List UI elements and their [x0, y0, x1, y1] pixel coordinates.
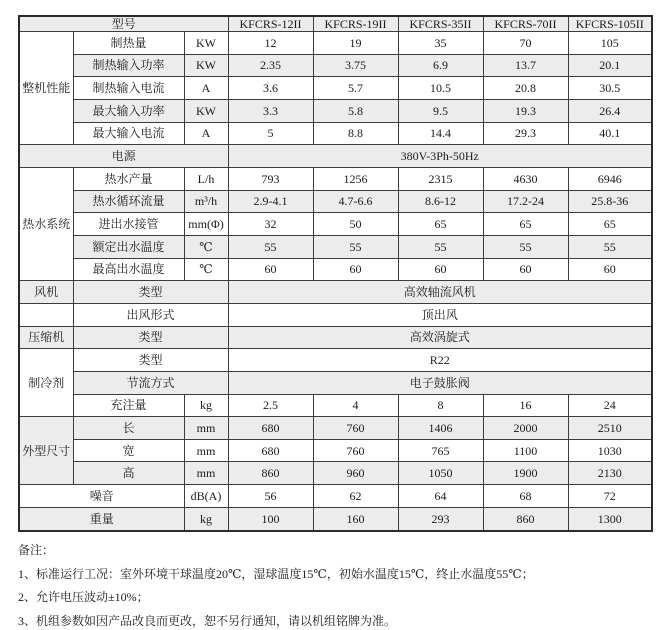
- value-cell: 8.6-12: [398, 190, 483, 213]
- spec-label-cell: 类型: [73, 281, 228, 304]
- value-cell: 860: [228, 462, 313, 485]
- value-cell: 160: [313, 507, 398, 531]
- spec-label-cell: 最大输入功率: [73, 99, 184, 122]
- value-cell: 1406: [398, 417, 483, 440]
- spec-label-cell: 充注量: [73, 394, 184, 417]
- spec-label-cell: 最大输入电流: [73, 122, 184, 145]
- value-cell: 2510: [568, 417, 652, 440]
- table-row: [19, 235, 652, 258]
- table-row: [19, 485, 652, 508]
- value-cell: 17.2-24: [483, 190, 568, 213]
- value-cell: 3.6: [228, 77, 313, 100]
- unit-cell: mm: [184, 462, 228, 485]
- group-cell: 风机: [19, 281, 73, 304]
- table-row: [19, 349, 652, 372]
- unit-cell: A: [184, 77, 228, 100]
- value-cell: 32: [228, 213, 313, 236]
- table-row: [19, 417, 652, 440]
- spec-label-cell: 热水循环流量: [73, 190, 184, 213]
- value-cell: 9.5: [398, 99, 483, 122]
- table-row: [19, 213, 652, 236]
- table-row: [19, 507, 652, 531]
- unit-cell: mm: [184, 417, 228, 440]
- value-cell: 765: [398, 439, 483, 462]
- merged-value-cell: R22: [228, 349, 652, 372]
- value-cell: 60: [568, 258, 652, 281]
- table-row: [19, 190, 652, 213]
- value-cell: 29.3: [483, 122, 568, 145]
- table-row: [19, 54, 652, 77]
- spec-label-cell: 制热输入电流: [73, 77, 184, 100]
- value-cell: 760: [313, 417, 398, 440]
- value-cell: 62: [313, 485, 398, 508]
- value-cell: 24: [568, 394, 652, 417]
- value-cell: 2.5: [228, 394, 313, 417]
- table-row: [19, 32, 652, 55]
- value-cell: 2130: [568, 462, 652, 485]
- unit-cell: A: [184, 122, 228, 145]
- value-cell: 40.1: [568, 122, 652, 145]
- value-cell: 4630: [483, 167, 568, 190]
- value-cell: 35: [398, 32, 483, 55]
- table-row: [19, 145, 652, 168]
- unit-cell: L/h: [184, 167, 228, 190]
- unit-cell: KW: [184, 99, 228, 122]
- spec-label-cell: 最高出水温度: [73, 258, 184, 281]
- spec-label-cell: 制热输入功率: [73, 54, 184, 77]
- value-cell: 10.5: [398, 77, 483, 100]
- value-cell: 1030: [568, 439, 652, 462]
- notes-section: [18, 539, 661, 630]
- note-line-2: 2、允许电压波动±10%；: [18, 590, 149, 604]
- value-cell: 293: [398, 507, 483, 531]
- spec-label-cell: 类型: [73, 326, 228, 349]
- merged-value-cell: 高效轴流风机: [228, 281, 652, 304]
- unit-cell: KW: [184, 54, 228, 77]
- table-row: [19, 371, 652, 394]
- value-cell: 3.75: [313, 54, 398, 77]
- model-header-label: 型号: [19, 16, 228, 32]
- spec-label-cell: 高: [73, 462, 184, 485]
- value-cell: 2.35: [228, 54, 313, 77]
- value-cell: 1050: [398, 462, 483, 485]
- value-cell: 860: [483, 507, 568, 531]
- model-name-cell: KFCRS-19II: [313, 16, 398, 32]
- merged-value-cell: 高效涡旋式: [228, 326, 652, 349]
- value-cell: 8: [398, 394, 483, 417]
- model-name-cell: KFCRS-105II: [568, 16, 652, 32]
- spec-label-cell: 节流方式: [73, 371, 228, 394]
- value-cell: 760: [313, 439, 398, 462]
- spec-label-cell: 宽: [73, 439, 184, 462]
- value-cell: 793: [228, 167, 313, 190]
- value-cell: 60: [228, 258, 313, 281]
- value-cell: 55: [568, 235, 652, 258]
- model-name-cell: KFCRS-35II: [398, 16, 483, 32]
- group-cell-empty: [19, 303, 73, 326]
- unit-cell: ℃: [184, 258, 228, 281]
- value-cell: 20.8: [483, 77, 568, 100]
- value-cell: 6946: [568, 167, 652, 190]
- value-cell: 680: [228, 417, 313, 440]
- value-cell: 1900: [483, 462, 568, 485]
- value-cell: 100: [228, 507, 313, 531]
- value-cell: 5.8: [313, 99, 398, 122]
- value-cell: 70: [483, 32, 568, 55]
- table-row: [19, 394, 652, 417]
- note-line-1: 1、标准运行工况：室外环境干球温度20℃，湿球温度15℃，初始水温度15℃，终止水温度55℃；: [18, 566, 534, 581]
- spec-label-cell: 热水产量: [73, 167, 184, 190]
- table-row: [19, 99, 652, 122]
- spec-label-cell: 重量: [19, 507, 184, 531]
- spec-table: [18, 15, 653, 532]
- value-cell: 68: [483, 485, 568, 508]
- value-cell: 2.9-4.1: [228, 190, 313, 213]
- value-cell: 30.5: [568, 77, 652, 100]
- value-cell: 960: [313, 462, 398, 485]
- group-cell: 制冷剂: [19, 349, 73, 417]
- merged-value-cell: 顶出风: [228, 303, 652, 326]
- table-row: [19, 303, 652, 326]
- model-name-cell: KFCRS-70II: [483, 16, 568, 32]
- spec-label-cell: 类型: [73, 349, 228, 372]
- table-row: [19, 258, 652, 281]
- value-cell: 65: [568, 213, 652, 236]
- table-row: [19, 77, 652, 100]
- spec-label-cell: 出风形式: [73, 303, 228, 326]
- value-cell: 64: [398, 485, 483, 508]
- value-cell: 1100: [483, 439, 568, 462]
- table-row: [19, 462, 652, 485]
- group-cell: 压缩机: [19, 326, 73, 349]
- table-row: [19, 439, 652, 462]
- table-row: [19, 122, 652, 145]
- value-cell: 1300: [568, 507, 652, 531]
- value-cell: 13.7: [483, 54, 568, 77]
- value-cell: 60: [313, 258, 398, 281]
- value-cell: 3.3: [228, 99, 313, 122]
- value-cell: 56: [228, 485, 313, 508]
- value-cell: 72: [568, 485, 652, 508]
- value-cell: 4: [313, 394, 398, 417]
- spec-label-cell: 噪音: [19, 485, 184, 508]
- value-cell: 19: [313, 32, 398, 55]
- unit-cell: dB(A): [184, 485, 228, 508]
- value-cell: 5.7: [313, 77, 398, 100]
- value-cell: 50: [313, 213, 398, 236]
- value-cell: 680: [228, 439, 313, 462]
- merged-value-cell: 电子鼓胀阀: [228, 371, 652, 394]
- value-cell: 19.3: [483, 99, 568, 122]
- value-cell: 14.4: [398, 122, 483, 145]
- value-cell: 16: [483, 394, 568, 417]
- unit-cell: ℃: [184, 235, 228, 258]
- group-cell: 热水系统: [19, 167, 73, 280]
- unit-cell: KW: [184, 32, 228, 55]
- value-cell: 12: [228, 32, 313, 55]
- value-cell: 55: [398, 235, 483, 258]
- value-cell: 65: [398, 213, 483, 236]
- value-cell: 2000: [483, 417, 568, 440]
- group-cell: 外型尺寸: [19, 417, 73, 485]
- model-name-cell: KFCRS-12II: [228, 16, 313, 32]
- notes-title: 备注：: [18, 543, 55, 557]
- value-cell: 6.9: [398, 54, 483, 77]
- value-cell: 55: [483, 235, 568, 258]
- table-row: [19, 326, 652, 349]
- value-cell: 105: [568, 32, 652, 55]
- table-row: [19, 281, 652, 304]
- unit-cell: m³/h: [184, 190, 228, 213]
- value-cell: 26.4: [568, 99, 652, 122]
- value-cell: 20.1: [568, 54, 652, 77]
- value-cell: 2315: [398, 167, 483, 190]
- spec-label-cell: 制热量: [73, 32, 184, 55]
- value-cell: 25.8-36: [568, 190, 652, 213]
- spec-label-cell: 长: [73, 417, 184, 440]
- note-line-3: 3、机组参数如因产品改良而更改，恕不另行通知，请以机组铭牌为准。: [18, 613, 397, 628]
- value-cell: 4.7-6.6: [313, 190, 398, 213]
- value-cell: 60: [483, 258, 568, 281]
- spec-label-cell: 额定出水温度: [73, 235, 184, 258]
- value-cell: 65: [483, 213, 568, 236]
- group-cell: 整机性能: [19, 32, 73, 145]
- value-cell: 55: [313, 235, 398, 258]
- spec-label-cell: 电源: [19, 145, 228, 168]
- value-cell: 1256: [313, 167, 398, 190]
- spec-label-cell: 进出水接管: [73, 213, 184, 236]
- table-row: [19, 167, 652, 190]
- unit-cell: kg: [184, 507, 228, 531]
- unit-cell: kg: [184, 394, 228, 417]
- header-row: [19, 16, 652, 32]
- value-cell: 8.8: [313, 122, 398, 145]
- unit-cell: mm(Φ): [184, 213, 228, 236]
- merged-value-cell: 380V-3Ph-50Hz: [228, 145, 652, 168]
- value-cell: 5: [228, 122, 313, 145]
- unit-cell: mm: [184, 439, 228, 462]
- value-cell: 60: [398, 258, 483, 281]
- value-cell: 55: [228, 235, 313, 258]
